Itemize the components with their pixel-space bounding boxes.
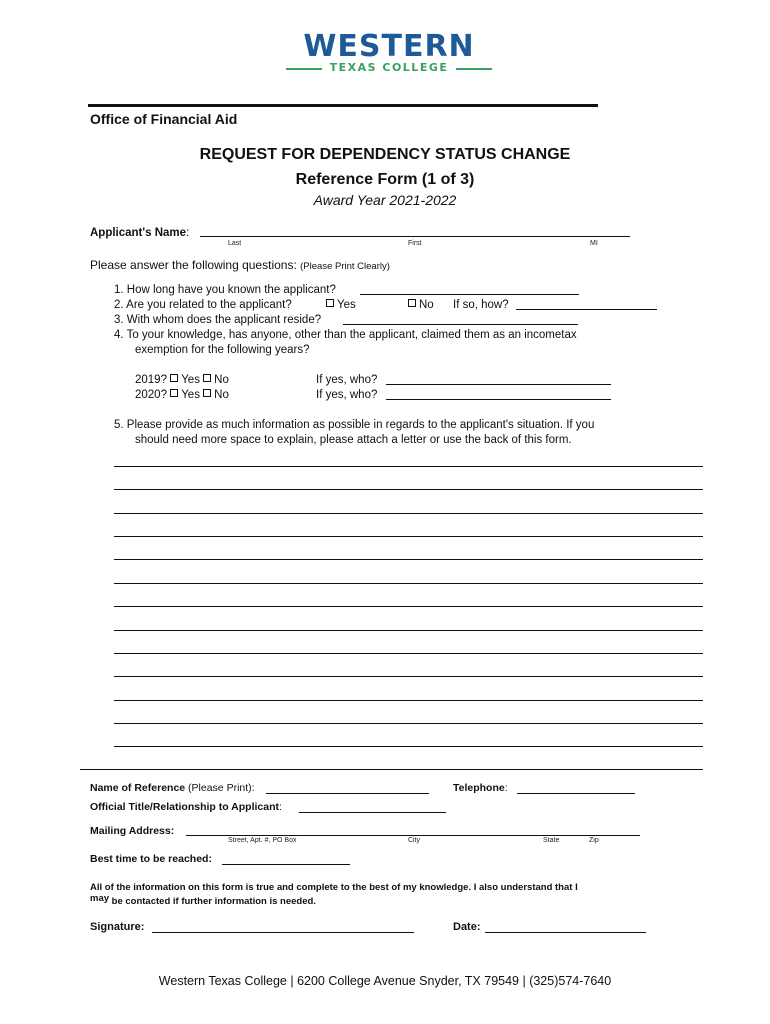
year-2019-label: 2019? [135,374,167,386]
checkbox-icon[interactable] [203,374,211,382]
office-name: Office of Financial Aid [90,111,238,127]
mailing-address-field[interactable] [186,835,640,836]
header-rule [88,104,598,107]
question-1-field[interactable] [360,294,579,295]
year-2020-label: 2020? [135,389,167,401]
who-2019-field[interactable] [386,384,611,385]
explanation-line[interactable] [114,606,703,607]
telephone-label [453,782,508,794]
checkbox-icon[interactable] [408,299,416,307]
question-2: 2. Are you related to the applicant? [114,299,292,311]
explanation-line[interactable] [114,653,703,654]
related-yes-label: Yes [337,299,356,311]
relationship-field[interactable] [516,309,657,310]
reference-name-note: (Please Print): [188,782,255,794]
applicant-name-label [90,226,189,240]
telephone-field[interactable] [517,793,635,794]
college-logo-subtitle [286,61,492,75]
applicant-name-field[interactable] [200,236,630,237]
telephone-colon: : [504,782,508,794]
related-no-label: No [419,299,434,311]
if-so-how-label: If so, how? [453,299,509,311]
question-1: 1. How long have you known the applicant? [114,284,336,296]
certification-rest: be contacted if further information is needed. [111,896,316,907]
checkbox-icon[interactable] [203,389,211,397]
instructions-text: Please answer the following questions: [90,258,297,272]
year-2020-row [135,388,229,402]
logo-rule-right [456,68,492,70]
logo-subtitle-text: TEXAS COLLEGE [329,61,449,74]
title-relationship-label [90,801,282,813]
award-year: Award Year 2021-2022 [313,192,457,208]
date-field[interactable] [485,932,646,933]
first-caption: First [408,240,422,247]
instructions [90,258,390,272]
zip-caption: Zip [589,837,599,844]
explanation-line[interactable] [114,536,703,537]
section-divider [80,769,703,770]
form-subtitle: Reference Form (1 of 3) [295,171,475,188]
city-caption: City [408,837,421,844]
title-relationship-text: Official Title/Relationship to Applicant [90,801,280,813]
mailing-address-label: Mailing Address: [90,825,175,837]
telephone-text: Telephone [453,782,505,794]
who-2020-field[interactable] [386,399,611,400]
reference-name-label [90,782,255,794]
question-3: 3. With whom does the applicant reside? [114,314,322,326]
title-relationship-field[interactable] [299,812,446,813]
instructions-note: (Please Print Clearly) [300,261,390,272]
question-4: 4. To your knowledge, has anyone, other than the applicant, claimed them as an incometax [114,329,577,341]
explanation-line[interactable] [114,583,703,584]
question-4-continued: exemption for the following years? [135,344,310,356]
best-time-label: Best time to be reached: [90,853,212,865]
explanation-line[interactable] [114,723,703,724]
signature-field[interactable] [152,932,414,933]
last-caption: Last [228,240,242,247]
question-5: 5. Please provide as much information as possible in regards to the applicant's situation. If you [114,419,595,431]
form-title: REQUEST FOR DEPENDENCY STATUS CHANGE [199,146,571,163]
explanation-line[interactable] [114,630,703,631]
explanation-line[interactable] [114,489,703,490]
explanation-line[interactable] [114,700,703,701]
certification-line-2 [90,893,316,907]
yes-2019-label: Yes [181,374,200,386]
year-2019-row [135,373,229,387]
certification-line-1: All of the information on this form is true and complete to the best of my knowledge. I also understand that I [90,882,578,893]
question-3-field[interactable] [343,324,578,325]
best-time-field[interactable] [222,864,350,865]
if-yes-who-2019: If yes, who? [316,374,378,386]
signature-label: Signature: [90,921,145,933]
explanation-line[interactable] [114,513,703,514]
if-yes-who-2020: If yes, who? [316,389,378,401]
yes-2020-label: Yes [181,389,200,401]
date-label: Date: [453,921,481,933]
footer-contact: Western Texas College | 6200 College Avenue Snyder, TX 79549 | (325)574-7640 [158,974,612,988]
college-logo-wordmark: WESTERN [303,29,475,64]
question-5-continued: should need more space to explain, please attach a letter or use the back of this form. [135,434,572,446]
reference-name-field[interactable] [266,793,429,794]
checkbox-icon[interactable] [170,389,178,397]
reference-name-text: Name of Reference [90,782,186,794]
explanation-line[interactable] [114,559,703,560]
related-no-option[interactable] [408,298,434,312]
no-2019-label: No [214,374,229,386]
applicant-name-colon: : [186,227,190,239]
title-relationship-colon: : [279,801,282,813]
explanation-line[interactable] [114,746,703,747]
checkbox-icon[interactable] [326,299,334,307]
checkbox-icon[interactable] [170,374,178,382]
street-caption: Street, Apt. #, PO Box [228,837,297,844]
explanation-line[interactable] [114,466,703,467]
mi-caption: MI [590,240,598,247]
applicant-name-text: Applicant's Name [90,227,187,239]
state-caption: State [543,837,560,844]
explanation-line[interactable] [114,676,703,677]
no-2020-label: No [214,389,229,401]
related-yes-option[interactable] [326,298,356,312]
certification-may: may [90,893,110,904]
